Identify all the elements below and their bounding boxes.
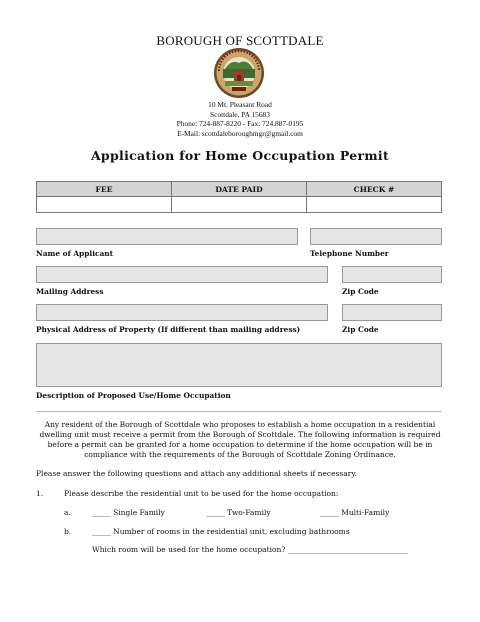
proposed-use-description-field[interactable] [36, 343, 442, 387]
question-1b-label: b. [64, 527, 72, 536]
form-title: Application for Home Occupation Permit [90, 148, 390, 163]
physical-zip-field[interactable] [342, 304, 442, 321]
fee-cell[interactable] [37, 197, 172, 213]
option-multi-family[interactable]: _____ Multi-Family [320, 508, 390, 517]
physical-address-field[interactable] [36, 304, 328, 321]
mailing-zip-field[interactable] [342, 266, 442, 283]
email-line: E-Mail: scottdaleboroughmgr@gmail.com [177, 128, 303, 138]
option-two-family[interactable]: _____ Two-Family [206, 508, 271, 517]
proposed-use-description-label: Description of Proposed Use/Home Occupation [36, 391, 231, 400]
question-1-text: Please describe the residential unit to be used for the home occupation: [64, 489, 339, 498]
fee-table [36, 181, 442, 213]
option-single-family[interactable]: _____ Single Family [92, 508, 165, 517]
physical-zip-label: Zip Code [342, 325, 379, 334]
telephone-field[interactable] [310, 228, 442, 245]
number-of-rooms-text[interactable]: _____ Number of rooms in the residential unit, excluding bathrooms [92, 527, 350, 536]
borough-name: BOROUGH OF SCOTTDALE [156, 33, 324, 48]
city-line: Scottdale, PA 15683 [210, 109, 270, 119]
mailing-zip-label: Zip Code [342, 287, 379, 296]
date-paid-header: DATE PAID [172, 182, 307, 197]
instructions-text: Please answer the following questions and attach any additional sheets if necessary. [36, 469, 357, 478]
date-paid-cell[interactable] [172, 197, 307, 213]
home-occupation-room-question[interactable]: Which room will be used for the home occupation? ________________________________ [92, 545, 408, 554]
intro-paragraph: Any resident of the Borough of Scottdale who proposes to establish a home occupation in a residential dwelling unit must receive a permit from the Borough of Scottdale. The following information is required before a permit can be granted for a home occupation to determine if the home occupation will be in compliance with the requirements of the Borough of Scottdale Zoning Ordinance. [39, 420, 441, 459]
phone-fax-line: Phone: 724-887-8220 - Fax: 724.887-0195 [176, 119, 304, 128]
applicant-name-field[interactable] [36, 228, 298, 245]
check-number-header: CHECK # [307, 182, 442, 197]
check-number-cell[interactable] [307, 197, 442, 213]
telephone-label: Telephone Number [310, 249, 389, 258]
question-1-number: 1. [36, 489, 44, 498]
fee-header: FEE [37, 182, 172, 197]
applicant-name-label: Name of Applicant [36, 249, 114, 258]
mailing-address-label: Mailing Address [36, 287, 104, 296]
section-divider [36, 411, 442, 412]
mailing-address-field[interactable] [36, 266, 328, 283]
physical-address-label: Physical Address of Property (If different than mailing address) [36, 325, 301, 334]
address-line: 10 Mt. Pleasant Road [208, 100, 272, 109]
question-1a-label: a. [64, 508, 71, 517]
borough-seal-logo [213, 47, 265, 99]
